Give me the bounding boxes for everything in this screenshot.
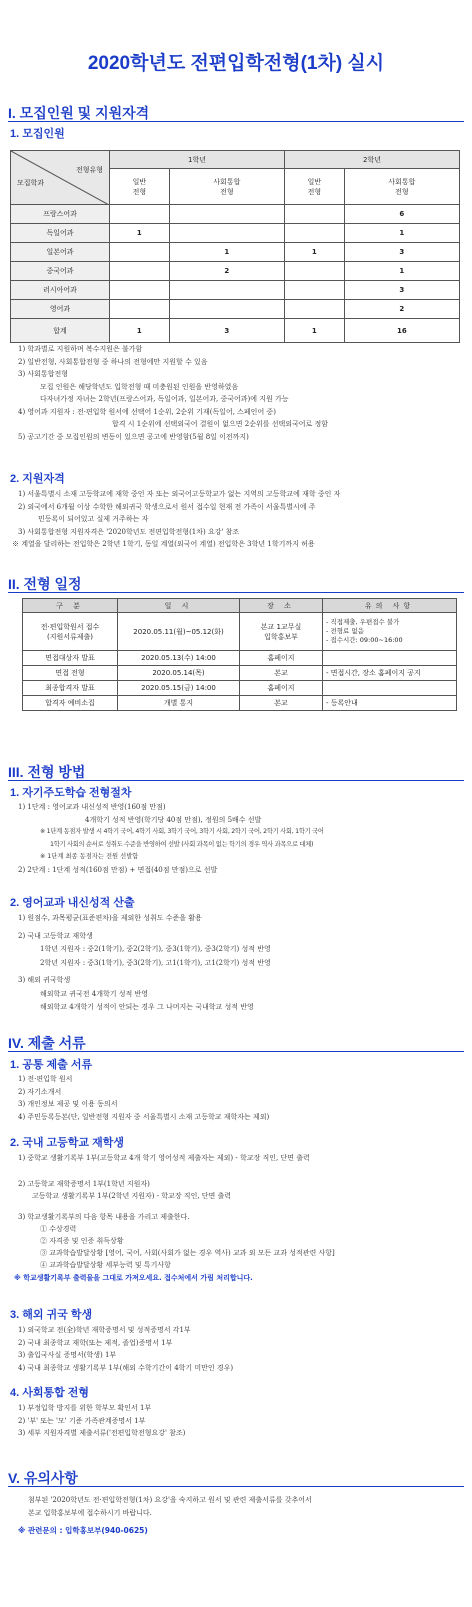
- note-line: 고등학교 생활기록부 1부(2학년 지원자) - 학교장 직인, 단면 출력: [32, 1192, 232, 1201]
- domestic-docs-notes: [14, 1152, 464, 1284]
- schedule-category: 면접대상자 발표: [23, 651, 118, 666]
- schedule-datetime: 2020.05.14(목): [118, 666, 240, 681]
- table-row: [23, 651, 457, 666]
- table-row: [11, 224, 460, 243]
- note-line: ③ 교과학습발달상황 [영어, 국어, 사회(사회가 없는 경우 역사) 교과 외 모든 교과 성적관련 사항]: [40, 1249, 335, 1258]
- value-cell: [284, 281, 344, 300]
- table-row: [11, 281, 460, 300]
- note-line: 1학기 사회의 순서로 성취도 수준을 반영하여 선발 (사회 과목이 없는 학기의 경우 역사 과목으로 대체): [50, 840, 314, 848]
- total-cell: 1: [110, 319, 170, 343]
- section-5-heading: [8, 1468, 78, 1488]
- value-cell: [169, 224, 284, 243]
- subsection-1-1-text: 1. 모집인원: [10, 128, 65, 140]
- year2-header: 2학년: [284, 151, 459, 169]
- contact-info: ※ 관련문의 : 입학홍보부(940-0625): [18, 1526, 148, 1535]
- note-line: ※ 1단계 최종 동점자는 전원 선발함: [40, 853, 139, 860]
- qualification-notes: [12, 488, 464, 551]
- value-cell: [169, 300, 284, 319]
- total-cell: 3: [169, 319, 284, 343]
- total-label-cell: 합계: [11, 319, 110, 343]
- value-cell: [110, 300, 170, 319]
- note-line: 3) 사회통합전형: [18, 370, 68, 378]
- divider: [8, 592, 464, 593]
- note-line: 1) 부정입학 방지를 위한 학부모 확인서 1부: [18, 1404, 152, 1412]
- note-line: 해외학교 4개학기 성적이 안되는 경우 그 나머지는 국내학교 성적 반영: [40, 1003, 254, 1011]
- subsection-4-3: [10, 1306, 92, 1322]
- note-line: ① 수상경력: [40, 1224, 77, 1233]
- schedule-notes: [323, 651, 457, 666]
- note-line: 3) 출입국사실 증명서(학생) 1부: [18, 1351, 117, 1359]
- schedule-category: 면접 전형: [23, 666, 118, 681]
- total-cell: 16: [344, 319, 459, 343]
- table-row: [23, 681, 457, 696]
- subsection-4-1: [10, 1056, 92, 1072]
- value-cell: 3: [344, 281, 459, 300]
- note-line: 1) 원점수, 과목평균(표준편차)을 제외한 성취도 수준을 활용: [18, 914, 202, 922]
- value-cell: 1: [110, 224, 170, 243]
- note-line: 3) 학교생활기록부의 다음 항목 내용을 가리고 제출한다.: [18, 1212, 190, 1221]
- col-datetime: 일 시: [118, 599, 240, 613]
- value-cell: [284, 224, 344, 243]
- table-corner-cell: [11, 151, 110, 205]
- subsection-3-2-text: 2. 영어교과 내신성적 산출: [10, 897, 135, 909]
- section-5-heading-text: V. 유의사항: [8, 1470, 78, 1486]
- col-y1-general: 일반 전형: [110, 169, 170, 205]
- schedule-place: 본교: [240, 666, 323, 681]
- col-notes: 유의 사항: [323, 599, 457, 613]
- table-row: [23, 696, 457, 711]
- note-line: 2) '부' 또는 '모' 기준 가족관계증명서 1부: [18, 1416, 146, 1425]
- section-1-heading: [8, 103, 149, 123]
- value-cell: [110, 205, 170, 224]
- section-1-heading-text: I. 모집인원 및 지원자격: [8, 105, 150, 121]
- note-line: 2) 외국에서 6개월 이상 수학한 해외귀국 학생으로서 원서 접수일 현재 전 가족이 서울특별시에 주: [18, 502, 316, 511]
- corner-top-label: 전형유형: [75, 166, 103, 174]
- schedule-place: 홈페이지: [240, 651, 323, 666]
- schedule-notes: [323, 681, 457, 696]
- table-row: [23, 666, 457, 681]
- caution-notes: [18, 1494, 464, 1538]
- note-line: 1) 1단계 : 영어교과 내신성적 반영(160점 만점): [18, 803, 166, 811]
- note-line: 첨부된 '2020학년도 전·편입학전형(1차) 요강'을 숙지하고 원서 및 관련 제출서류를 갖추어서: [28, 1496, 312, 1504]
- note-line: 2) 2단계 : 1단계 성적(160점 만점) + 면접(40점 만점)으로 선발: [18, 865, 218, 874]
- divider: [8, 780, 464, 781]
- recruitment-notes: [18, 343, 464, 443]
- subsection-4-2-text: 2. 국내 고등학교 재학생: [10, 1137, 124, 1149]
- value-cell: [110, 262, 170, 281]
- col-category: 구 분: [23, 599, 118, 613]
- note-line: 4개학기 성적 반영(학기당 40점 만점), 정원의 5배수 선발: [85, 815, 262, 824]
- subsection-1-2-text: 2. 지원자격: [10, 473, 65, 485]
- note-line: ※ 1단계 동점자 발생 시 4학기 국어, 4학기 사회, 3학기 국어, 3학기 사회, 2학기 국어, 2학기 사회, 1학기 국어: [40, 828, 324, 835]
- dept-cell: 일본어과: [11, 243, 110, 262]
- value-cell: 1: [169, 243, 284, 262]
- divider: [8, 1486, 464, 1487]
- subsection-4-4-text: 4. 사회통합 전형: [10, 1387, 90, 1399]
- schedule-category: 전·편입학원서 접수 (지원서류제출): [23, 613, 118, 651]
- note-line: 2학년 지원자 : 중3(1학기), 중3(2학기), 고1(1학기), 고1(2학기) 성적 반영: [40, 958, 271, 967]
- note-line: 모집 인원은 해당학년도 입학전형 때 미충원된 인원을 반영하였음: [40, 382, 239, 391]
- note-line: 해외학교 귀국전 4개학기 성적 반영: [40, 989, 149, 998]
- grade-notes: [18, 912, 464, 1015]
- dept-cell: 영어과: [11, 300, 110, 319]
- section-2-heading-text: II. 전형 일정: [8, 576, 82, 592]
- note-line: ※ 학교생활기록부 출력물을 그대로 가져오세요. 접수처에서 가림 처리합니다.: [14, 1273, 253, 1282]
- note-line: 본교 입학홍보부에 접수하시기 바랍니다.: [28, 1508, 152, 1517]
- value-cell: [284, 262, 344, 281]
- note-line: 1) 서울특별시 소재 고등학교에 재학 중인 자 또는 외국어고등학교가 없는 지역의 고등학교에 재학 중인 자: [18, 490, 341, 498]
- value-cell: [284, 205, 344, 224]
- section-3-heading-text: III. 전형 방법: [8, 764, 86, 780]
- note-line: 3) 개인정보 제공 및 이용 동의서: [18, 1100, 118, 1108]
- note-line: 2) 국내 최종학교 재학(또는 제적, 졸업)증명서 1부: [18, 1338, 173, 1347]
- dept-cell: 중국어과: [11, 262, 110, 281]
- note-line: 4) 주민등록등본(단, 일반전형 지원자 중 서울특별시 소재 고등학교 재학자는 제외): [18, 1112, 270, 1121]
- section-4-heading-text: IV. 제출 서류: [8, 1035, 86, 1051]
- schedule-notes: - 등록안내: [323, 696, 457, 711]
- note-line: 2) 고등학교 재학증명서 1부(1학년 지원자): [18, 1180, 150, 1189]
- table-row: [23, 613, 457, 651]
- schedule-category: 최종합격자 발표: [23, 681, 118, 696]
- note-line: 1) 학과별로 지원하며 복수지원은 불가함: [18, 345, 143, 353]
- year1-header: 1학년: [110, 151, 285, 169]
- subsection-3-1-text: 1. 자기주도학습 전형절차: [10, 787, 132, 799]
- schedule-datetime: 2020.05.11(월)~05.12(화): [118, 613, 240, 651]
- value-cell: 1: [344, 224, 459, 243]
- col-y1-social: 사회통합 전형: [169, 169, 284, 205]
- common-docs-notes: [18, 1073, 464, 1123]
- col-y2-social: 사회통합 전형: [344, 169, 459, 205]
- note-line: ④ 교과학습발달상황 세부능력 및 특기사항: [40, 1261, 171, 1270]
- value-cell: 2: [169, 262, 284, 281]
- subsection-3-2: [10, 894, 135, 910]
- value-cell: [169, 281, 284, 300]
- subsection-3-1: [10, 784, 132, 800]
- value-cell: [110, 281, 170, 300]
- note-line: 합격 시 1순위에 선택외국어 결원이 없으면 2순위를 선택외국어로 정함: [112, 420, 329, 428]
- schedule-notes: - 면접시간, 장소 홈페이지 공지: [323, 666, 457, 681]
- schedule-place: 홈페이지: [240, 681, 323, 696]
- col-place: 장 소: [240, 599, 323, 613]
- note-line: 4) 국내 최종학교 생활기록부 1부(해외 수학기간이 4학기 미만인 경우): [18, 1363, 234, 1372]
- page-title: 2020학년도 전편입학전형(1차) 실시: [87, 53, 385, 74]
- schedule-notes: - 직접제출, 우편접수 불가 - 전형료 없음 - 접수시간: 09:00~16:00: [323, 613, 457, 651]
- value-cell: [284, 300, 344, 319]
- subsection-4-2: [10, 1134, 124, 1150]
- dept-cell: 러시아어과: [11, 281, 110, 300]
- note-line: 2) 국내 고등학교 재학생: [18, 931, 93, 940]
- subsection-4-1-text: 1. 공통 제출 서류: [10, 1059, 93, 1071]
- schedule-place: 본교: [240, 696, 323, 711]
- social-docs-notes: [18, 1402, 464, 1440]
- schedule-datetime: 개별 통지: [118, 696, 240, 711]
- note-line: 4) 영어과 지원자 : 전·편입학 원서에 선택어 1순위, 2순위 기재(독일어, 스페인어 중): [18, 407, 276, 416]
- schedule-category: 합격자 예비소집: [23, 696, 118, 711]
- subsection-1-1: [10, 125, 65, 141]
- recruitment-table: [10, 150, 460, 343]
- schedule-datetime: 2020.05.15(금) 14:00: [118, 681, 240, 696]
- note-line: 3) 해외 귀국학생: [18, 976, 71, 984]
- note-line: 1) 중학교 생활기록부 1부(고등학교 4개 학기 영어성적 제출자는 제외) - 학교장 직인, 단면 출력: [18, 1154, 310, 1162]
- procedure-notes: [18, 801, 464, 876]
- note-line: 2) 자기소개서: [18, 1087, 62, 1096]
- schedule-datetime: 2020.05.13(수) 14:00: [118, 651, 240, 666]
- section-2-heading: [8, 574, 82, 594]
- value-cell: 3: [344, 243, 459, 262]
- corner-bottom-label: 모집학과: [17, 179, 45, 187]
- subsection-1-2: [10, 470, 65, 486]
- col-y2-general: 일반 전형: [284, 169, 344, 205]
- dept-cell: 독일어과: [11, 224, 110, 243]
- table-row: [11, 243, 460, 262]
- section-4-heading: [8, 1033, 86, 1053]
- value-cell: [110, 243, 170, 262]
- table-row: [11, 205, 460, 224]
- note-line: 민등록이 되어있고 실제 거주하는 자: [38, 515, 149, 523]
- table-row: [11, 262, 460, 281]
- table-row: [11, 300, 460, 319]
- total-cell: 1: [284, 319, 344, 343]
- note-line: 5) 공고기간 중 모집인원의 변동이 있으면 공고에 반영함(5월 8일 이전까지): [18, 432, 249, 441]
- subsection-4-3-text: 3. 해외 귀국 학생: [10, 1309, 93, 1321]
- note-line: 1) 외국학교 전(全)학년 재학증명서 및 성적증명서 각1부: [18, 1326, 191, 1334]
- value-cell: [169, 205, 284, 224]
- schedule-table: [22, 598, 457, 711]
- dept-cell: 프랑스어과: [11, 205, 110, 224]
- note-line: 3) 사회통합전형 지원자격은 '2020학년도 전편입학전형(1차) 요강' 참조: [18, 527, 240, 536]
- note-line: 3) 세부 지원자격별 제출서류('전편입학전형요강' 참조): [18, 1429, 186, 1437]
- divider: [8, 1051, 464, 1052]
- note-line: 다자녀가정 자녀는 2학년(프랑스어과, 독일어과, 일본어과, 중국어과)에 지원 가능: [40, 395, 289, 403]
- table-total-row: [11, 319, 460, 343]
- overseas-docs-notes: [18, 1324, 464, 1374]
- subsection-4-4: [10, 1384, 89, 1400]
- value-cell: 6: [344, 205, 459, 224]
- divider: [8, 121, 464, 122]
- note-line: ② 자격증 및 인증 취득상황: [40, 1237, 124, 1246]
- note-line: 1) 전·편입학 원서: [18, 1075, 73, 1083]
- note-line: 1학년 지원자 : 중2(1학기), 중2(2학기), 중3(1학기), 중3(2학기) 성적 반영: [40, 945, 271, 953]
- note-line: ※ 계열을 달리하는 전입학은 2학년 1학기, 동일 계열(외국어 계열) 전입학은 3학년 1학기까지 허용: [12, 540, 315, 548]
- schedule-place: 본교 1교무실 입학홍보부: [240, 613, 323, 651]
- value-cell: 1: [284, 243, 344, 262]
- value-cell: 2: [344, 300, 459, 319]
- section-3-heading: [8, 762, 85, 782]
- value-cell: 1: [344, 262, 459, 281]
- note-line: 2) 일반전형, 사회통합전형 중 하나의 전형에만 지원할 수 있음: [18, 357, 208, 366]
